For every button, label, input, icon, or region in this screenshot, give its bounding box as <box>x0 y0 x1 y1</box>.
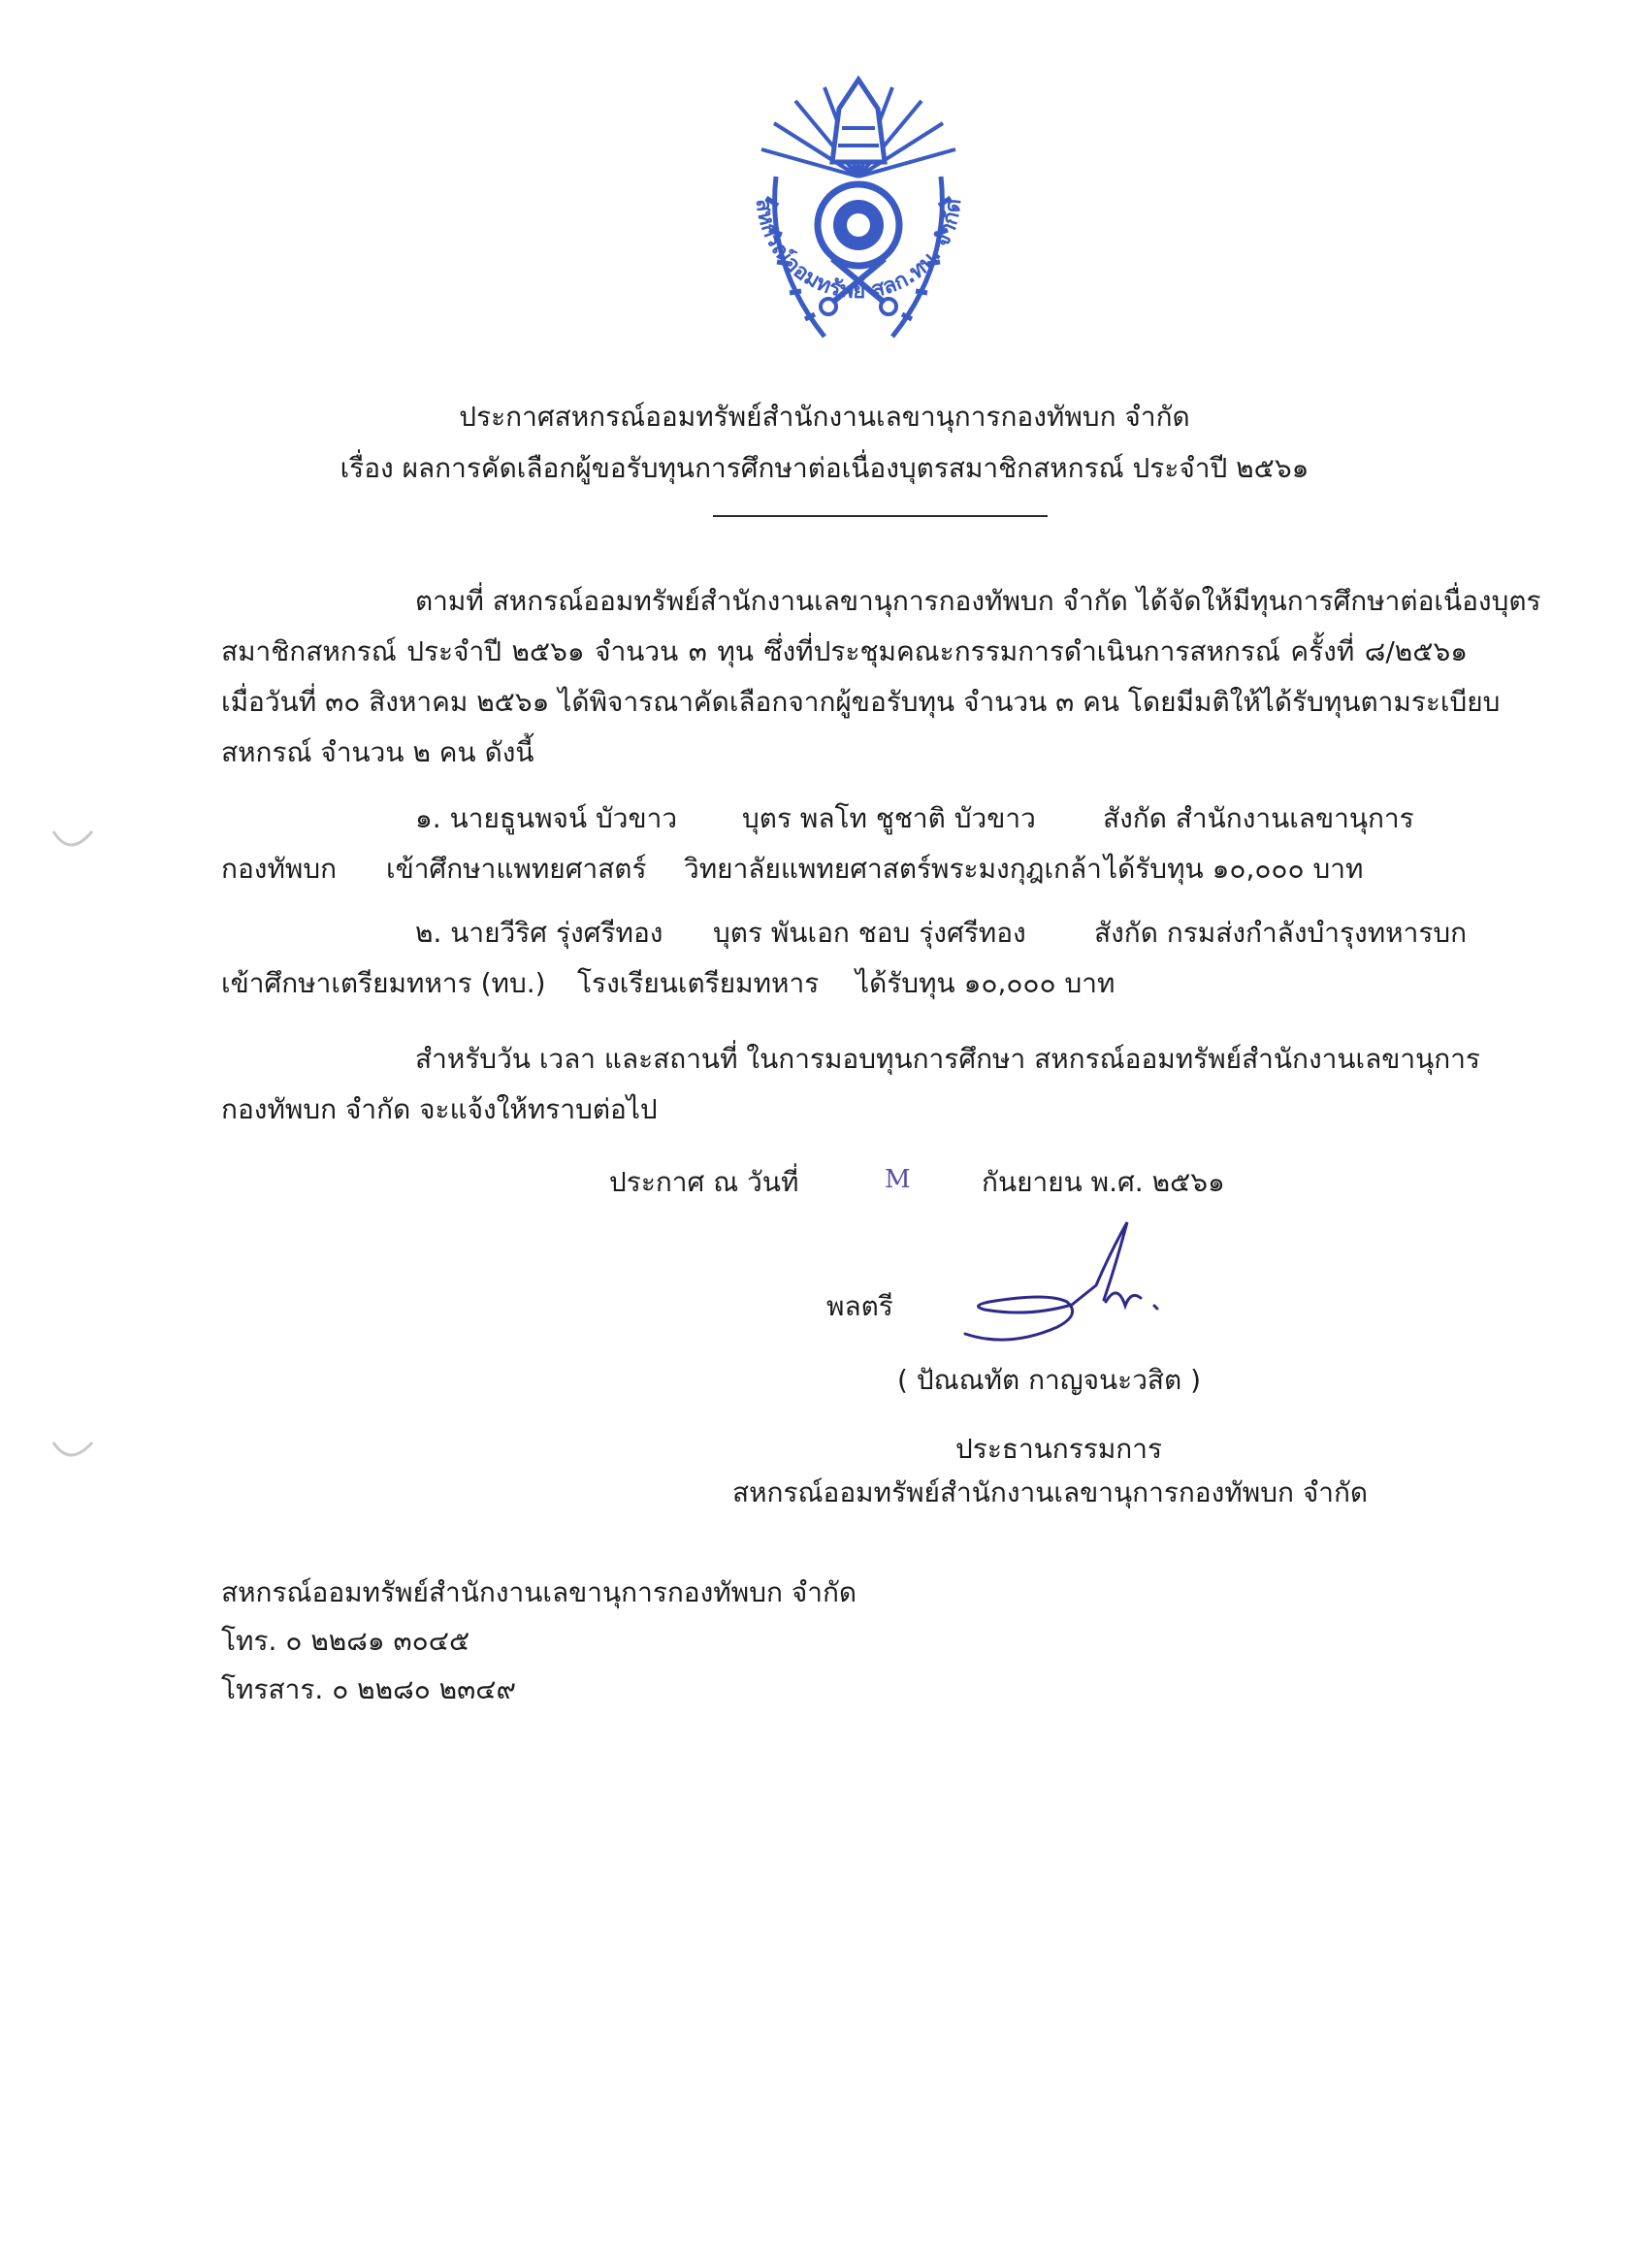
item-2-number: ๒. <box>415 917 442 949</box>
signer-name: ( ปัณณทัต กาญจนะวสิต ) <box>897 1364 1202 1396</box>
item-2-recipient <box>415 914 663 953</box>
item-2-name: นายวีริศ รุ่งศรีทอง <box>450 917 663 949</box>
dateline-day: M <box>885 1165 911 1194</box>
item-2-award: ได้รับทุน ๑๐,๐๐๐ บาท <box>856 967 1116 999</box>
paragraph-1-line-4: สหกรณ์ จำนวน ๒ คน ดังนี้ <box>221 736 534 768</box>
handwritten-signature <box>951 1213 1183 1348</box>
paragraph-3-line-2: กองทัพบก จำกัด จะแจ้งให้ทราบต่อไป <box>221 1093 658 1125</box>
item-1-recipient <box>415 799 677 838</box>
signer-rank: พลตรี <box>826 1290 893 1322</box>
paragraph-1-line-3: เมื่อวันที่ ๓๐ สิงหาคม ๒๕๖๑ ได้พิจารณาคัดเลือกจากผู้ขอรับทุน จำนวน ๓ คน โดยมีมติให้ได้รับทุนตามระเบียบ <box>221 686 1501 718</box>
footer-fax: โทรสาร. ๐ ๒๒๘๐ ๒๓๔๙ <box>221 1673 516 1705</box>
seal-ring-text: สหกรณ์ออมทรัพย์ สลก.ทบ. จำกัด <box>750 197 967 305</box>
item-1-number: ๑. <box>415 802 441 834</box>
item-1-award: ได้รับทุน ๑๐,๐๐๐ บาท <box>1104 853 1364 885</box>
item-2-school: โรงเรียนเตรียมทหาร <box>577 967 820 999</box>
announcement-title: ประกาศสหกรณ์ออมทรัพย์สำนักงานเลขานุการกองทัพบก จำกัด <box>459 401 1190 433</box>
title-divider <box>713 515 1048 517</box>
punch-hole-mark <box>48 1431 97 1470</box>
item-2-study: เข้าศึกษาเตรียมทหาร (ทบ.) <box>221 967 546 999</box>
item-1-study: เข้าศึกษาแพทยศาสตร์ <box>386 853 647 885</box>
punch-hole-mark <box>48 820 97 859</box>
footer-organization: สหกรณ์ออมทรัพย์สำนักงานเลขานุการกองทัพบก จำกัด <box>221 1576 857 1608</box>
item-1-parent: บุตร พลโท ชูชาติ บัวขาว <box>742 802 1036 834</box>
item-1-unit: สังกัด สำนักงานเลขานุการ <box>1103 802 1414 834</box>
paragraph-1-line-1: ตามที่ สหกรณ์ออมทรัพย์สำนักงานเลขานุการกองทัพบก จำกัด ได้จัดให้มีทุนการศึกษาต่อเนื่องบุตร <box>415 585 1541 617</box>
paragraph-1-line-2: สมาชิกสหกรณ์ ประจำปี ๒๕๖๑ จำนวน ๓ ทุน ซึ่งที่ประชุมคณะกรรมการดำเนินการสหกรณ์ ครั้งที่ ๘/๒๕๖๑ <box>221 635 1468 667</box>
dateline-prefix: ประกาศ ณ วันที่ <box>609 1166 799 1198</box>
signer-organization: สหกรณ์ออมทรัพย์สำนักงานเลขานุการกองทัพบก จำกัด <box>732 1476 1369 1508</box>
cooperative-seal-logo <box>718 70 999 380</box>
item-1-school: วิทยาลัยแพทยศาสตร์พระมงกุฎเกล้า <box>684 853 1102 885</box>
dateline-month-year: กันยายน พ.ศ. ๒๕๖๑ <box>982 1166 1225 1198</box>
paragraph-3-line-1: สำหรับวัน เวลา และสถานที่ ในการมอบทุนการศึกษา สหกรณ์ออมทรัพย์สำนักงานเลขานุการ <box>415 1043 1480 1075</box>
item-1-name: นายธูนพจน์ บัวขาว <box>449 802 678 834</box>
item-2-parent: บุตร พันเอก ชอบ รุ่งศรีทอง <box>713 917 1026 949</box>
item-2-unit: สังกัด กรมส่งกำลังบำรุงทหารบก <box>1094 917 1468 949</box>
signer-position: ประธานกรรมการ <box>955 1433 1163 1465</box>
footer-phone: โทร. ๐ ๒๒๘๑ ๓๐๔๕ <box>221 1625 470 1657</box>
item-1-unit-cont: กองทัพบก <box>221 853 338 885</box>
announcement-subject: เรื่อง ผลการคัดเลือกผู้ขอรับทุนการศึกษาต่อเนื่องบุตรสมาชิกสหกรณ์ ประจำปี ๒๕๖๑ <box>340 452 1310 484</box>
